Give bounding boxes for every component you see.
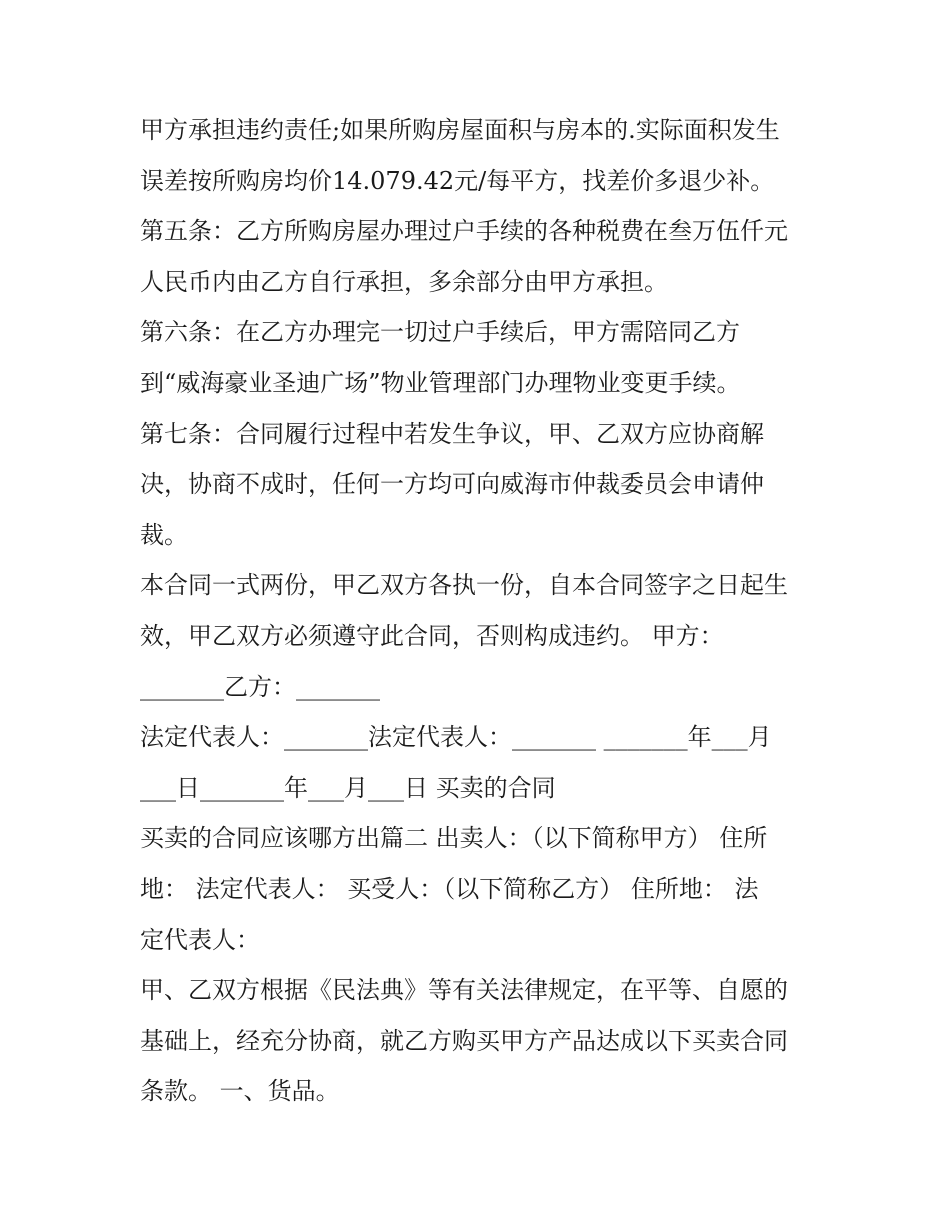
signature-blank-line: ___日_______年___月___日 买卖的合同 — [140, 774, 556, 802]
text-line: 买卖的合同应该哪方出篇二 出卖人：（以下简称甲方） 住所 — [140, 824, 768, 852]
text-line: 第七条：合同履行过程中若发生争议，甲、乙双方应协商解 — [140, 420, 764, 448]
text-line: 决，协商不成时，任何一方均可向威海市仲裁委员会申请仲 — [140, 470, 764, 498]
text-line: 定代表人： — [140, 926, 260, 954]
text-line: 第六条：在乙方办理完一切过户手续后，甲方需陪同乙方 — [140, 318, 740, 346]
text-line: 甲、乙双方根据《民法典》等有关法律规定，在平等、自愿的 — [140, 976, 788, 1004]
text-line: 条款。 一、货品。 — [140, 1077, 340, 1105]
text-line: 地： 法定代表人： 买受人：（以下简称乙方） 住所地： 法 — [140, 875, 759, 903]
signature-blank-line: _______乙方：_______ — [140, 673, 380, 701]
text-line: 裁。 — [140, 521, 188, 549]
text-line: 误差按所购房均价14.079.42元/每平方，找差价多退少补。 — [140, 167, 775, 195]
text-line: 基础上，经充分协商，就乙方购买甲方产品达成以下买卖合同 — [140, 1027, 788, 1055]
text-line: 甲方承担违约责任;如果所购房屋面积与房本的.实际面积发生 — [140, 116, 780, 144]
signature-blank-line: 法定代表人：_______法定代表人：_______ _______年___月 — [140, 723, 772, 751]
text-line: 到“威海豪业圣迪广场”物业管理部门办理物业变更手续。 — [140, 369, 741, 397]
text-line: 人民币内由乙方自行承担，多余部分由甲方承担。 — [140, 268, 668, 296]
text-line: 第五条：乙方所购房屋办理过户手续的各种税费在叁万伍仟元 — [140, 217, 788, 245]
text-line: 本合同一式两份，甲乙双方各执一份，自本合同签字之日起生 — [140, 571, 788, 599]
text-line: 效，甲乙双方必须遵守此合同，否则构成违约。 甲方： — [140, 622, 724, 650]
